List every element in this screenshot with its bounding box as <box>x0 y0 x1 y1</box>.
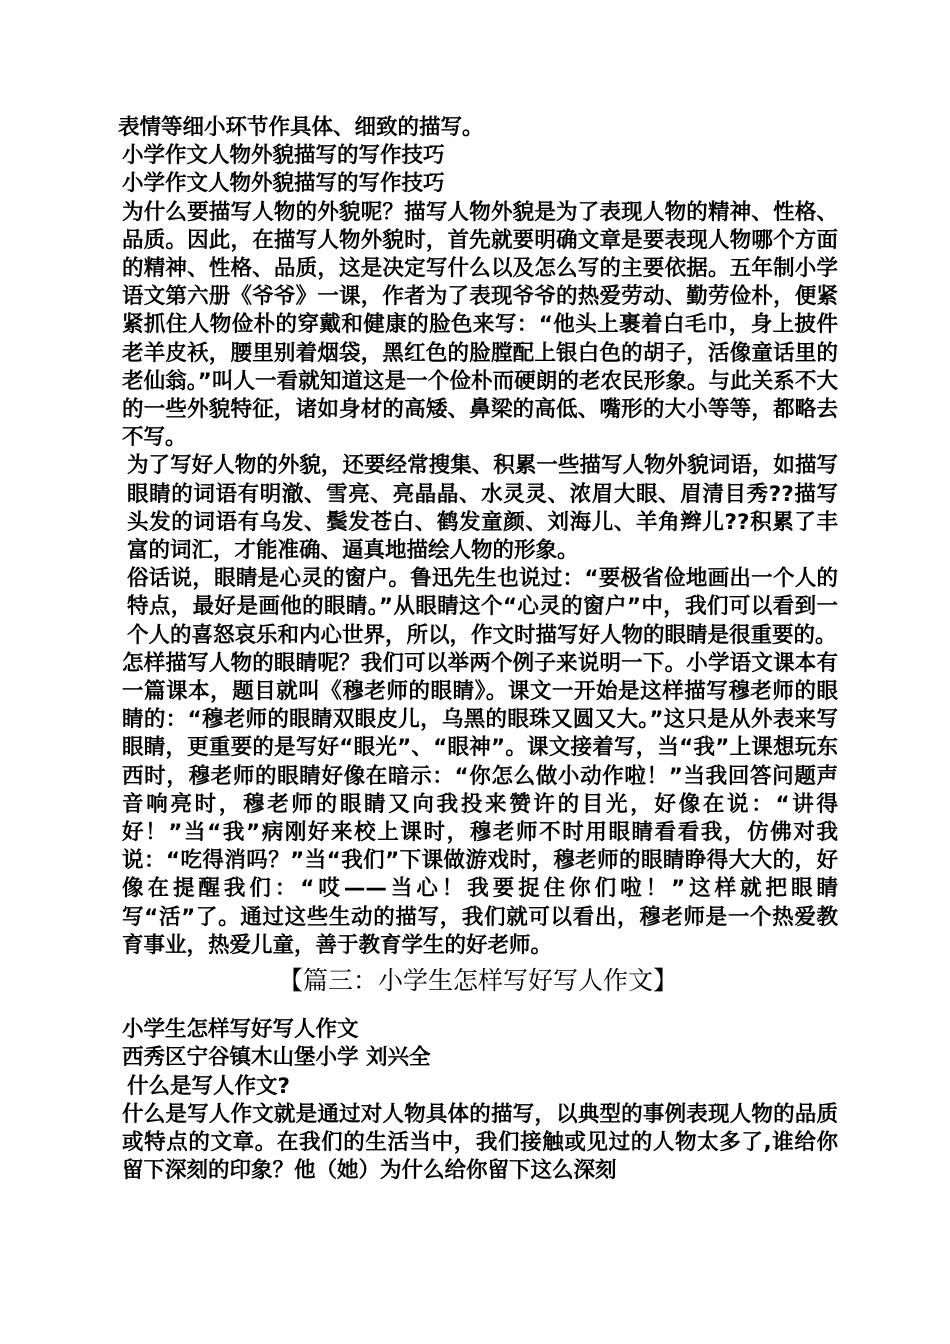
paragraph: 俗话说，眼睛是心灵的窗户。鲁迅先生也说过：“要极省俭地画出一个人的特点，最好是画他的眼睛。”从眼睛这个“心灵的窗户”中，我们可以看到一个人的喜怒哀乐和内心世界，所以，作文时描写好人物的眼睛是很重要的。 <box>127 566 838 648</box>
paragraph: 为什么要描写人物的外貌呢？描写人物外貌是为了表现人物的精神、性格、品质。因此，在描写人物外貌时，首先就要明确文章是要表现人物哪个方面的精神、性格、品质，这是决定写什么以及怎么写的主要依据。五年制小学语文第六册《爷爷》一课，作者为了表现爷爷的热爱劳动、勤劳俭朴，便紧紧抓住人物俭朴的穿戴和健康的脸色来写：“他头上裹着白毛巾，身上披件老羊皮袄，腰里别着烟袋，黑红色的脸膛配上银白色的胡子，活像童话里的老仙翁。”叫人一看就知道这是一个俭朴而硬朗的老农民形象。与此关系不大的一些外貌特征，诸如身材的高矮、鼻梁的高低、嘴形的大小等等，都略去不写。 <box>122 199 838 451</box>
document-body <box>118 114 838 1185</box>
article-title: 小学生怎样写好写人作文 <box>122 1017 359 1043</box>
author-line: 西秀区宁谷镇木山堡小学 刘兴全 <box>122 1045 431 1071</box>
paragraph: 表情等细小环节作具体、细致的描写。 <box>118 115 484 140</box>
subtitle: 小学作文人物外貌描写的写作技巧 <box>122 171 445 197</box>
paragraph: 为了写好人物的外貌，还要经常搜集、积累一些描写人物外貌词语，如描写眼睛的词语有明澈、雪亮、亮晶晶、水灵灵、浓眉大眼、眉清目秀??描写头发的词语有乌发、鬓发苍白、鹤发童颜、刘海儿、羊角辫儿??积累了丰富的词汇，才能准确、逼真地描绘人物的形象。 <box>127 453 838 564</box>
paragraph: 怎样描写人物的眼睛呢？我们可以举两个例子来说明一下。小学语文课本有一篇课本，题目就叫《穆老师的眼睛》。课文一开始是这样描写穆老师的眼睛的：“穆老师的眼睛双眼皮儿，乌黑的眼珠又圆又大。”这只是从外表来写眼睛，更重要的是写好“眼光”、“眼神”。课文接着写，当“我”上课想玩东西时，穆老师的眼睛好像在暗示：“你怎么做小动作啦！”当我回答问题声音响亮时，穆老师的眼睛又向我投来赞许的目光，好像在说：“讲得好！”当“我”病刚好来校上课时，穆老师不时用眼睛看看我，仿佛对我说：“吃得消吗？”当“我们”下课做游戏时，穆老师的眼睛睁得大大的，好像在提醒我们：“哎——当心！我要捉住你们啦！”这样就把眼睛写“活”了。通过这些生动的描写，我们就可以看出，穆老师是一个热爱教育事业，热爱儿童，善于教育学生的好老师。 <box>122 650 838 958</box>
question-heading: 什么是写人作文? <box>127 1073 290 1099</box>
paragraph: 什么是写人作文就是通过对人物具体的描写，以典型的事例表现人物的品质或特点的文章。在我们的生活当中，我们接触或见过的人物太多了,谁给你留下深刻的印象？他（她）为什么给你留下这么深刻 <box>122 1101 838 1184</box>
subtitle: 小学作文人物外貌描写的写作技巧 <box>122 143 445 169</box>
section-heading: 【篇三：小学生怎样写好写人作文】 <box>277 966 678 996</box>
